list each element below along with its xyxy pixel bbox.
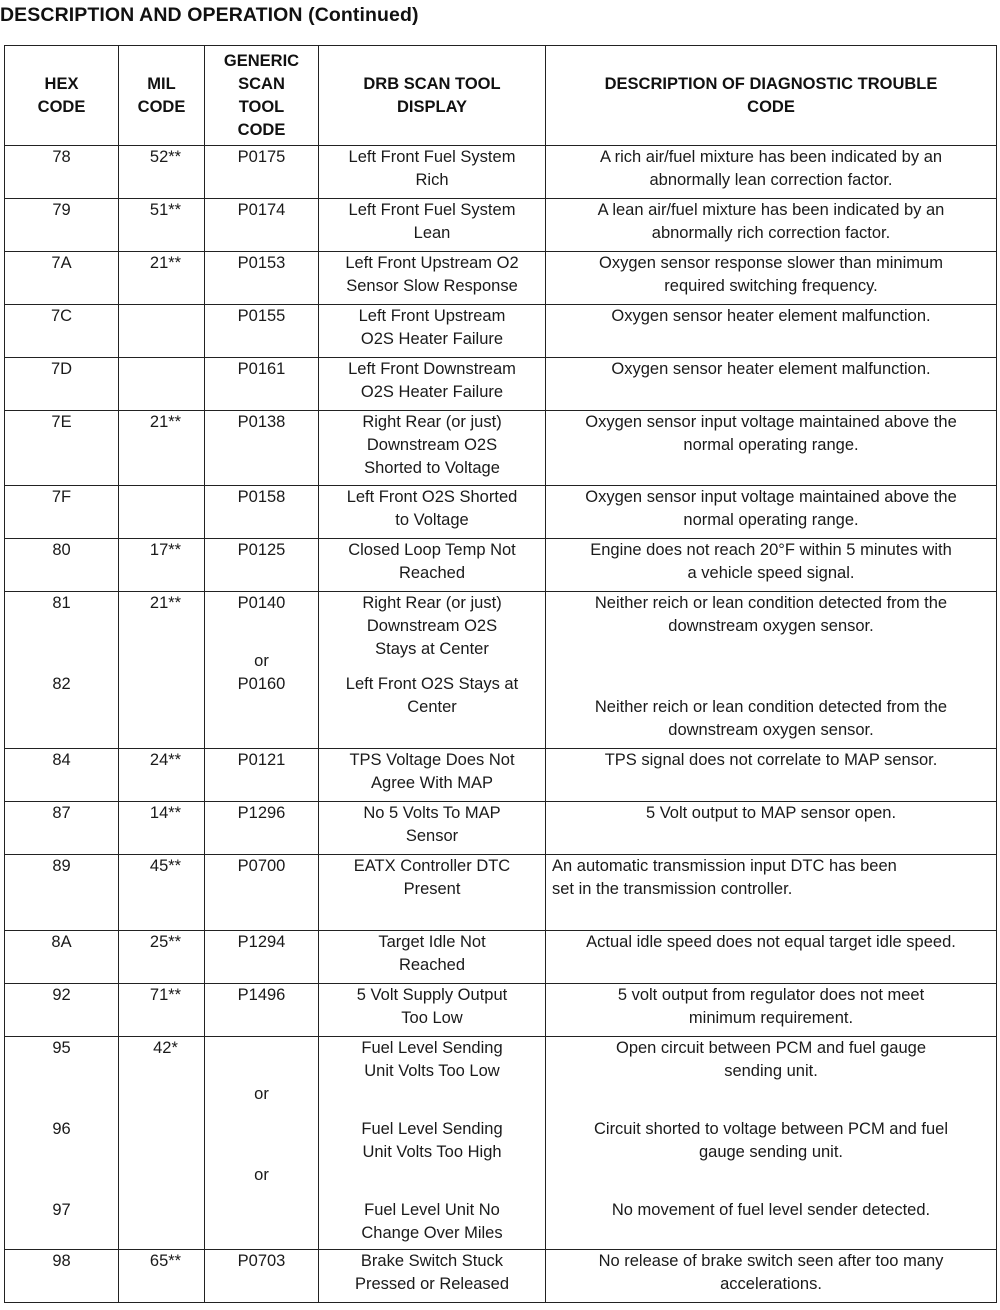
description: Oxygen sensor heater element malfunction. — [546, 358, 997, 411]
mil-code: 14** — [119, 802, 205, 855]
description: Oxygen sensor response slower than minimum required switching frequency. — [546, 252, 997, 305]
drb-display: Left Front Upstream O2 Sensor Slow Response — [319, 252, 546, 305]
generic-code: P1296 — [205, 802, 319, 855]
generic-code: P0700 — [205, 855, 319, 931]
generic-code — [205, 1037, 319, 1250]
hex-code: 95 96 97 — [5, 1037, 119, 1250]
generic-code: P0138 — [205, 411, 319, 486]
generic-code: P0703 — [205, 1250, 319, 1303]
table-row — [5, 146, 997, 199]
drb-display: Closed Loop Temp Not Reached — [319, 539, 546, 592]
description: Engine does not reach 20°F within 5 minutes with a vehicle speed signal. — [546, 539, 997, 592]
mil-code: 25** — [119, 931, 205, 984]
table-row — [5, 592, 997, 749]
mil-code — [119, 305, 205, 358]
description: Oxygen sensor input voltage maintained above the normal operating range. — [546, 411, 997, 486]
mil-code: 17** — [119, 539, 205, 592]
drb-display: Left Front Fuel System Lean — [319, 199, 546, 252]
hex-code: 7C — [5, 305, 119, 358]
mil-code: 42* — [119, 1037, 205, 1250]
generic-code: P0175 — [205, 146, 319, 199]
hex-code: 84 — [5, 749, 119, 802]
generic-code: P0140 or P0160 — [205, 592, 319, 749]
drb-display: Left Front O2S Shorted to Voltage — [319, 486, 546, 539]
mil-code: 45** — [119, 855, 205, 931]
mil-code — [119, 358, 205, 411]
table-row — [5, 305, 997, 358]
hex-code: 7E — [5, 411, 119, 486]
description: 5 volt output from regulator does not meet minimum requirement. — [546, 984, 997, 1037]
description: Open circuit between PCM and fuel gauge sending unit. Circuit shorted to voltage between PCM and fuel gauge sending unit. No movement of fuel level sender detected. — [546, 1037, 997, 1250]
page-heading: DESCRIPTION AND OPERATION (Continued) — [0, 4, 419, 26]
drb-display: No 5 Volts To MAP Sensor — [319, 802, 546, 855]
drb-display: Left Front Downstream O2S Heater Failure — [319, 358, 546, 411]
generic-code: P0174 — [205, 199, 319, 252]
hex-code: 78 — [5, 146, 119, 199]
drb-display: Right Rear (or just) Downstream O2S Shorted to Voltage — [319, 411, 546, 486]
dtc-table — [4, 45, 997, 1303]
table-row — [5, 1037, 997, 1250]
drb-display: 5 Volt Supply Output Too Low — [319, 984, 546, 1037]
header-hex-code: HEX CODE — [5, 46, 119, 146]
description: Oxygen sensor input voltage maintained above the normal operating range. — [546, 486, 997, 539]
hex-code: 81 82 — [5, 592, 119, 749]
header-mil-code: MIL CODE — [119, 46, 205, 146]
table-row — [5, 855, 997, 931]
table-row — [5, 199, 997, 252]
generic-code: P0155 — [205, 305, 319, 358]
drb-display: Left Front Upstream O2S Heater Failure — [319, 305, 546, 358]
table-header-row — [5, 46, 997, 146]
drb-display: Left Front Fuel System Rich — [319, 146, 546, 199]
mil-code: 21** — [119, 592, 205, 749]
mil-code: 71** — [119, 984, 205, 1037]
description: 5 Volt output to MAP sensor open. — [546, 802, 997, 855]
description: Actual idle speed does not equal target idle speed. — [546, 931, 997, 984]
hex-code: 7D — [5, 358, 119, 411]
mil-code: 51** — [119, 199, 205, 252]
table-row — [5, 252, 997, 305]
hex-code: 89 — [5, 855, 119, 931]
description: TPS signal does not correlate to MAP sensor. — [546, 749, 997, 802]
generic-code: P0121 — [205, 749, 319, 802]
description: No release of brake switch seen after too many accelerations. — [546, 1250, 997, 1303]
table-row — [5, 486, 997, 539]
generic-code: P0158 — [205, 486, 319, 539]
table-row — [5, 984, 997, 1037]
generic-code: P1496 — [205, 984, 319, 1037]
generic-code: P0161 — [205, 358, 319, 411]
table-row — [5, 358, 997, 411]
mil-code: 24** — [119, 749, 205, 802]
description: A rich air/fuel mixture has been indicated by an abnormally lean correction factor. — [546, 146, 997, 199]
drb-display: Right Rear (or just) Downstream O2S Stays at Center Left Front O2S Stays at Center — [319, 592, 546, 749]
table-row — [5, 802, 997, 855]
drb-display: TPS Voltage Does Not Agree With MAP — [319, 749, 546, 802]
generic-code: P0125 — [205, 539, 319, 592]
hex-code: 80 — [5, 539, 119, 592]
table-row — [5, 1250, 997, 1303]
table-row — [5, 411, 997, 486]
header-description: DESCRIPTION OF DIAGNOSTIC TROUBLE CODE — [546, 46, 997, 146]
generic-code: P0153 — [205, 252, 319, 305]
table-row — [5, 931, 997, 984]
table-row — [5, 539, 997, 592]
description: Neither reich or lean condition detected from the downstream oxygen sensor. Neither reich or lean condition detected from the downstream oxygen sensor. — [546, 592, 997, 749]
hex-code: 92 — [5, 984, 119, 1037]
mil-code: 65** — [119, 1250, 205, 1303]
mil-code: 52** — [119, 146, 205, 199]
hex-code: 7F — [5, 486, 119, 539]
description: An automatic transmission input DTC has been set in the transmission controller. — [546, 855, 997, 931]
header-drb-scan-tool-display: DRB SCAN TOOL DISPLAY — [319, 46, 546, 146]
mil-code — [119, 486, 205, 539]
hex-code: 98 — [5, 1250, 119, 1303]
generic-code: P1294 — [205, 931, 319, 984]
description: A lean air/fuel mixture has been indicated by an abnormally rich correction factor. — [546, 199, 997, 252]
mil-code: 21** — [119, 411, 205, 486]
table-row — [5, 749, 997, 802]
or-connector: or — [254, 1085, 269, 1103]
hex-code: 87 — [5, 802, 119, 855]
hex-code: 79 — [5, 199, 119, 252]
drb-display: Target Idle Not Reached — [319, 931, 546, 984]
or-connector: or — [254, 1166, 269, 1184]
drb-display: EATX Controller DTC Present — [319, 855, 546, 931]
hex-code: 7A — [5, 252, 119, 305]
drb-display: Fuel Level Sending Unit Volts Too Low Fuel Level Sending Unit Volts Too High Fuel Level Unit No Change Over Miles — [319, 1037, 546, 1250]
header-generic-scan-tool-code: GENERIC SCAN TOOL CODE — [205, 46, 319, 146]
hex-code: 8A — [5, 931, 119, 984]
mil-code: 21** — [119, 252, 205, 305]
drb-display: Brake Switch Stuck Pressed or Released — [319, 1250, 546, 1303]
or-connector: or — [254, 652, 269, 670]
description: Oxygen sensor heater element malfunction. — [546, 305, 997, 358]
